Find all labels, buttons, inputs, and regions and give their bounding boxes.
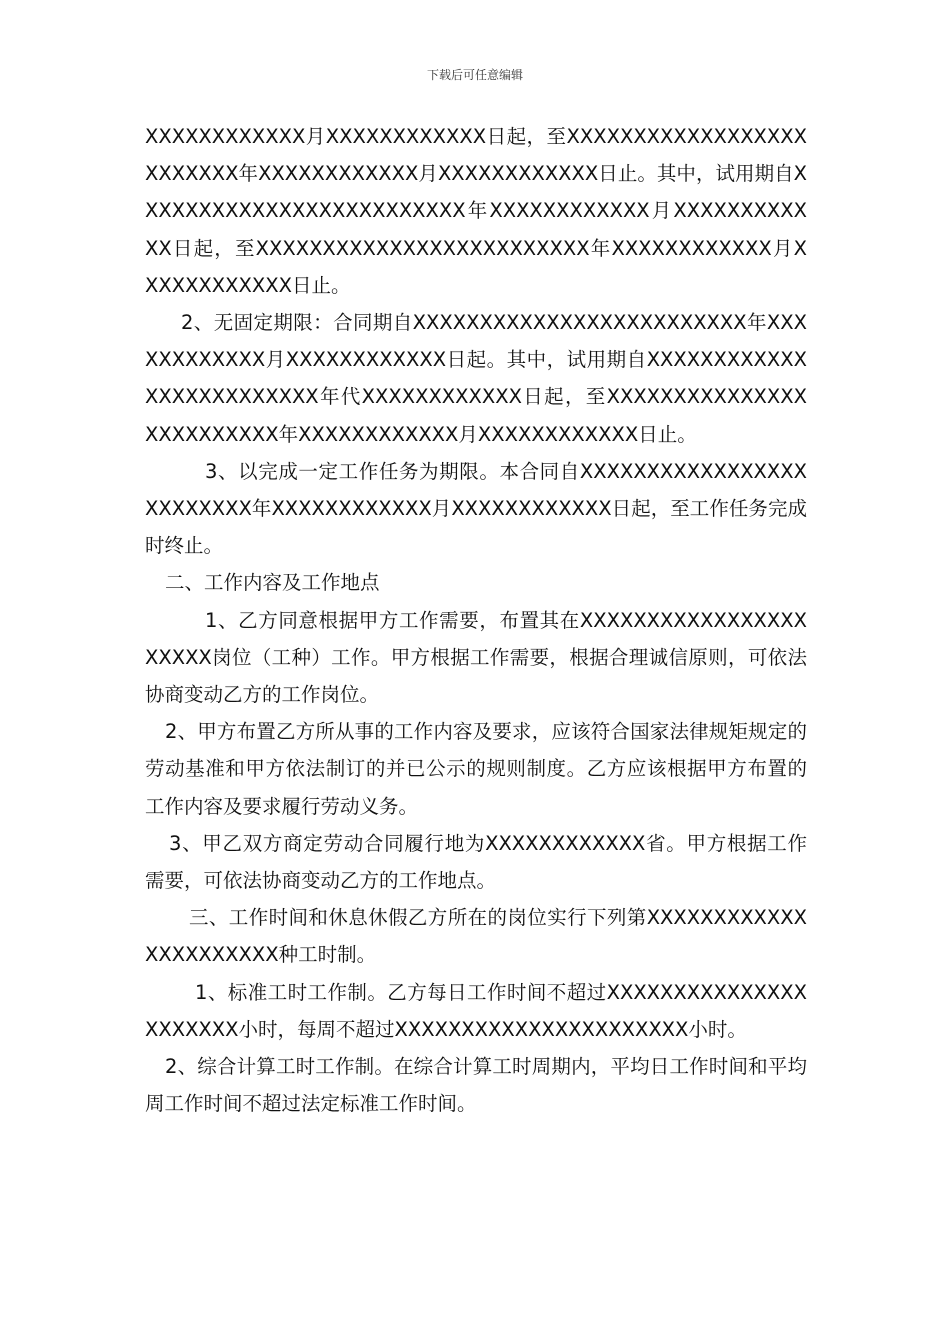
paragraph-job-position: 1、乙方同意根据甲方工作需要，布置其在XXXXXXXXXXXXXXXXXXXXXX岗位（工种）工作。甲方根据工作需要，根据合理诚信原则，可依法协商变动乙方的工作岗位。 — [145, 608, 807, 707]
paragraph-term-dates: XXXXXXXXXXXX月XXXXXXXXXXXX日起，至XXXXXXXXXXXXXXXXXXXXXXXXX年XXXXXXXXXXXX月XXXXXXXXXXXX日止。其中，试用期自XXXXXXXXXXXXXXXXXXXXXXXXX年XXXXXXXXXXXX月XXXXXXXXXXXX日起，至XXXXXXXXXXXXXXXXXXXXXXXXX年XXXXXXXXXXXX月XXXXXXXXXXXX日止。 — [145, 125, 807, 297]
section-heading-work-hours: 三、工作时间和休息休假乙方所在的岗位实行下列第XXXXXXXXXXXXXXXXXXXXXX种工时制。 — [145, 906, 807, 967]
page-header: 下载后可任意编辑 — [426, 68, 523, 82]
paragraph-comprehensive-hours: 2、综合计算工时工作制。在综合计算工时周期内，平均日工作时间和平均周工作时间不超过法定标准工作时间。 — [145, 1055, 807, 1116]
paragraph-task-term: 3、以完成一定工作任务为期限。本合同自XXXXXXXXXXXXXXXXXXXXXXXXX年XXXXXXXXXXXX月XXXXXXXXXXXX日起，至工作任务完成时终止。 — [145, 459, 807, 558]
paragraph-open-term: 2、无固定期限：合同期自XXXXXXXXXXXXXXXXXXXXXXXXX年XXXXXXXXXXXX月XXXXXXXXXXXX日起。其中，试用期自XXXXXXXXXXXXXXXXXXXXXXXXX年代XXXXXXXXXXXX日起，至XXXXXXXXXXXXXXXXXXXXXXXXX年XXXXXXXXXXXX月XXXXXXXXXXXX日止。 — [145, 311, 807, 446]
document-body — [145, 118, 807, 1122]
section-heading-work-content: 二、工作内容及工作地点 — [165, 571, 380, 595]
paragraph-work-requirements: 2、甲方布置乙方所从事的工作内容及要求，应该符合国家法律规矩规定的劳动基准和甲方依法制订的并已公示的规则制度。乙方应该根据甲方布置的工作内容及要求履行劳动义务。 — [145, 720, 807, 818]
paragraph-work-location: 3、甲乙双方商定劳动合同履行地为XXXXXXXXXXXX省。甲方根据工作需要，可依法协商变动乙方的工作地点。 — [145, 831, 807, 893]
paragraph-standard-hours: 1、标准工时工作制。乙方每日工作时间不超过XXXXXXXXXXXXXXXXXXXXXX小时，每周不超过XXXXXXXXXXXXXXXXXXXXXX小时。 — [145, 980, 807, 1041]
